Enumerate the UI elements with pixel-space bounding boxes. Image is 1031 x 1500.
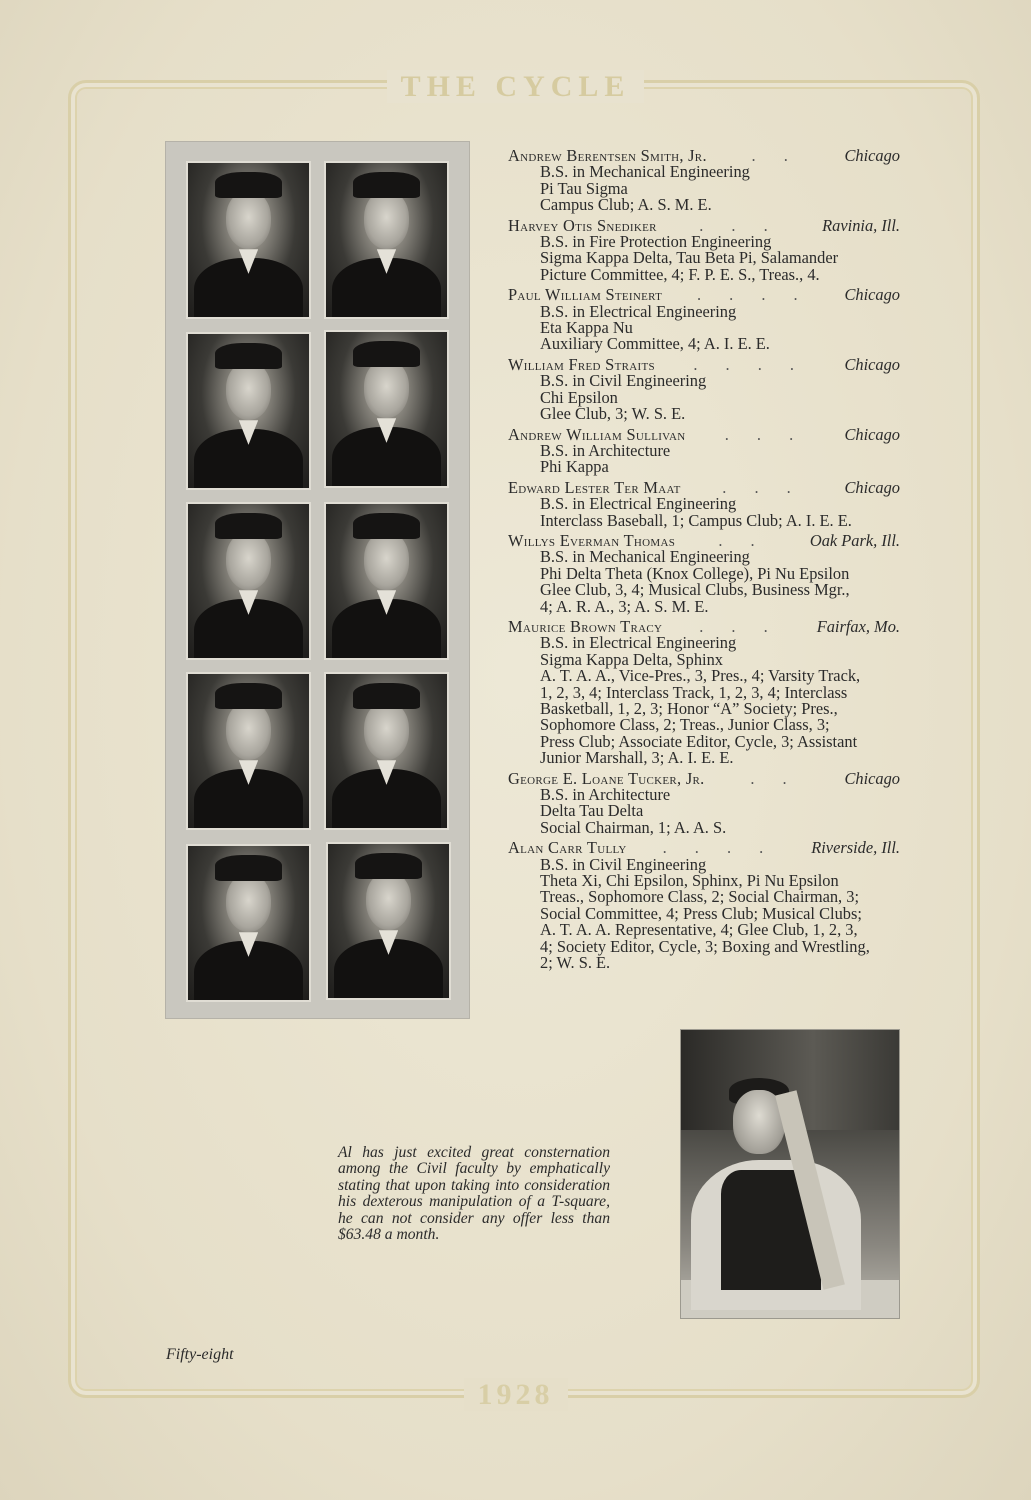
entry-line: Delta Tau Delta bbox=[540, 801, 644, 821]
portrait-photo bbox=[186, 161, 311, 319]
entry-line: Social Chairman, 1; A. A. S. bbox=[540, 817, 727, 837]
entry-line: Picture Committee, 4; F. P. E. S., Treas., 4. bbox=[540, 264, 820, 284]
portrait-photo bbox=[186, 502, 311, 660]
senior-name: Willys Everman Thomas bbox=[508, 530, 676, 550]
entry-line: Interclass Baseball, 1; Campus Club; A. I. E. E. bbox=[540, 510, 852, 530]
portrait-photo bbox=[326, 842, 451, 1000]
entry-line: Campus Club; A. S. M. E. bbox=[540, 195, 712, 215]
senior-entry bbox=[508, 148, 900, 214]
senior-hometown: Chicago bbox=[844, 424, 900, 444]
entry-line: Glee Club, 3, 4; Musical Clubs, Business Mgr., bbox=[540, 580, 850, 600]
entry-line: Auxiliary Committee, 4; A. I. E. E. bbox=[540, 334, 770, 354]
entry-line: Chi Epsilon bbox=[540, 387, 618, 407]
portrait-photo bbox=[186, 672, 311, 830]
candid-photo bbox=[680, 1029, 900, 1319]
portrait-photo bbox=[324, 672, 449, 830]
senior-entry bbox=[508, 530, 900, 616]
leader-dots: . . . . bbox=[693, 356, 807, 374]
leader-dots: . . . bbox=[699, 217, 780, 235]
senior-entry bbox=[508, 477, 900, 530]
entry-line: Treas., Sophomore Class, 2; Social Chairman, 3; bbox=[540, 887, 859, 907]
senior-name: Andrew William Sullivan bbox=[508, 424, 686, 444]
leader-dots: . . . . bbox=[662, 840, 776, 857]
portrait-photo bbox=[324, 330, 449, 488]
leader-dots: . . . bbox=[722, 479, 803, 497]
senior-hometown: Fairfax, Mo. bbox=[816, 616, 900, 636]
entry-line: B.S. in Electrical Engineering bbox=[540, 494, 737, 514]
senior-name: Maurice Brown Tracy bbox=[508, 616, 663, 636]
entry-line: A. T. A. A. Representative, 4; Glee Club, 1, 2, 3, bbox=[540, 920, 858, 940]
leader-dots: . . . . bbox=[696, 287, 810, 304]
running-footer bbox=[0, 1378, 1031, 1412]
entry-line: Junior Marshall, 3; A. I. E. E. bbox=[540, 748, 734, 768]
entry-line: 4; A. R. A., 3; A. S. M. E. bbox=[540, 596, 709, 616]
portrait-panel bbox=[165, 141, 470, 1019]
portrait-photo bbox=[324, 161, 449, 319]
senior-entry bbox=[508, 424, 900, 477]
page-number: Fifty-eight bbox=[166, 1346, 234, 1363]
senior-hometown: Chicago bbox=[844, 768, 900, 788]
senior-name: George E. Loane Tucker, Jr. bbox=[508, 768, 705, 788]
leader-dots: . . bbox=[718, 532, 767, 550]
senior-entries bbox=[508, 148, 900, 976]
senior-name: Alan Carr Tully bbox=[508, 838, 627, 858]
senior-entry bbox=[508, 287, 900, 353]
entry-line: 1, 2, 3, 4; Interclass Track, 1, 2, 3, 4; Interclass bbox=[540, 682, 848, 702]
running-header bbox=[0, 70, 1031, 104]
entry-line: Basketball, 1, 2, 3; Honor “A” Society; Pres., bbox=[540, 699, 838, 718]
leader-dots: . . bbox=[751, 148, 800, 165]
senior-entry bbox=[508, 840, 900, 971]
entry-line: A. T. A. A., Vice-Pres., 3, Pres., 4; Varsity Track, bbox=[540, 666, 861, 686]
entry-line: Pi Tau Sigma bbox=[540, 178, 628, 198]
leader-dots: . . bbox=[750, 770, 799, 788]
senior-hometown: Chicago bbox=[844, 354, 900, 374]
senior-entry bbox=[508, 354, 900, 424]
portrait-photo bbox=[186, 844, 311, 1002]
senior-hometown: Ravinia, Ill. bbox=[822, 215, 900, 235]
entry-line: Theta Xi, Chi Epsilon, Sphinx, Pi Nu Epsilon bbox=[540, 871, 839, 891]
senior-hometown: Chicago bbox=[844, 146, 900, 165]
entry-line: B.S. in Fire Protection Engineering bbox=[540, 232, 772, 252]
entry-line: 2; W. S. E. bbox=[540, 953, 611, 973]
entry-line: B.S. in Civil Engineering bbox=[540, 854, 707, 874]
entry-line: B.S. in Civil Engineering bbox=[540, 371, 707, 391]
entry-line: Sophomore Class, 2; Treas., Junior Class, 3; bbox=[540, 715, 830, 735]
entry-line: B.S. in Electrical Engineering bbox=[540, 301, 737, 321]
entry-line: Social Committee, 4; Press Club; Musical Clubs; bbox=[540, 903, 862, 923]
senior-entry bbox=[508, 215, 900, 284]
entry-line: Eta Kappa Nu bbox=[540, 318, 633, 338]
senior-hometown: Chicago bbox=[844, 477, 900, 497]
entry-line: Press Club; Associate Editor, Cycle, 3; Assistant bbox=[540, 731, 858, 751]
leader-dots: . . . bbox=[699, 618, 780, 636]
leader-dots: . . . bbox=[724, 426, 806, 443]
senior-entry bbox=[508, 616, 900, 768]
senior-hometown: Riverside, Ill. bbox=[811, 838, 900, 858]
entry-line: B.S. in Architecture bbox=[540, 440, 671, 460]
senior-name: Harvey Otis Snediker bbox=[508, 215, 657, 235]
entry-line: B.S. in Electrical Engineering bbox=[540, 633, 737, 653]
header-title: THE CYCLE bbox=[387, 70, 645, 103]
portrait-photo bbox=[324, 502, 449, 660]
footer-year: 1928 bbox=[464, 1378, 568, 1411]
senior-hometown: Oak Park, Ill. bbox=[809, 530, 900, 550]
photo-caption: Al has just excited great consternation among the Civil faculty by emphatically stating that upon taking into consideration his dexterous manipulation of a T-square, he can not consider any offer less than $63.48 a month. bbox=[338, 1144, 610, 1244]
entry-line: 4; Society Editor, Cycle, 3; Boxing and Wrestling, bbox=[540, 936, 870, 956]
entry-line: B.S. in Mechanical Engineering bbox=[540, 162, 750, 182]
senior-name: Edward Lester Ter Maat bbox=[508, 477, 681, 497]
senior-name: William Fred Straits bbox=[508, 354, 655, 374]
senior-name: Andrew Berentsen Smith, Jr. bbox=[508, 146, 707, 165]
entry-line: B.S. in Mechanical Engineering bbox=[540, 547, 750, 567]
portrait-photo bbox=[186, 332, 311, 490]
entry-line: Phi Kappa bbox=[540, 457, 609, 477]
entry-line: B.S. in Architecture bbox=[540, 785, 671, 805]
senior-name: Paul William Steinert bbox=[508, 285, 663, 305]
senior-entry bbox=[508, 768, 900, 837]
senior-hometown: Chicago bbox=[844, 285, 900, 305]
entry-line: Phi Delta Theta (Knox College), Pi Nu Epsilon bbox=[540, 563, 850, 583]
entry-line: Sigma Kappa Delta, Tau Beta Pi, Salamander bbox=[540, 248, 839, 268]
entry-line: Glee Club, 3; W. S. E. bbox=[540, 404, 686, 424]
entry-line: Sigma Kappa Delta, Sphinx bbox=[540, 649, 724, 669]
